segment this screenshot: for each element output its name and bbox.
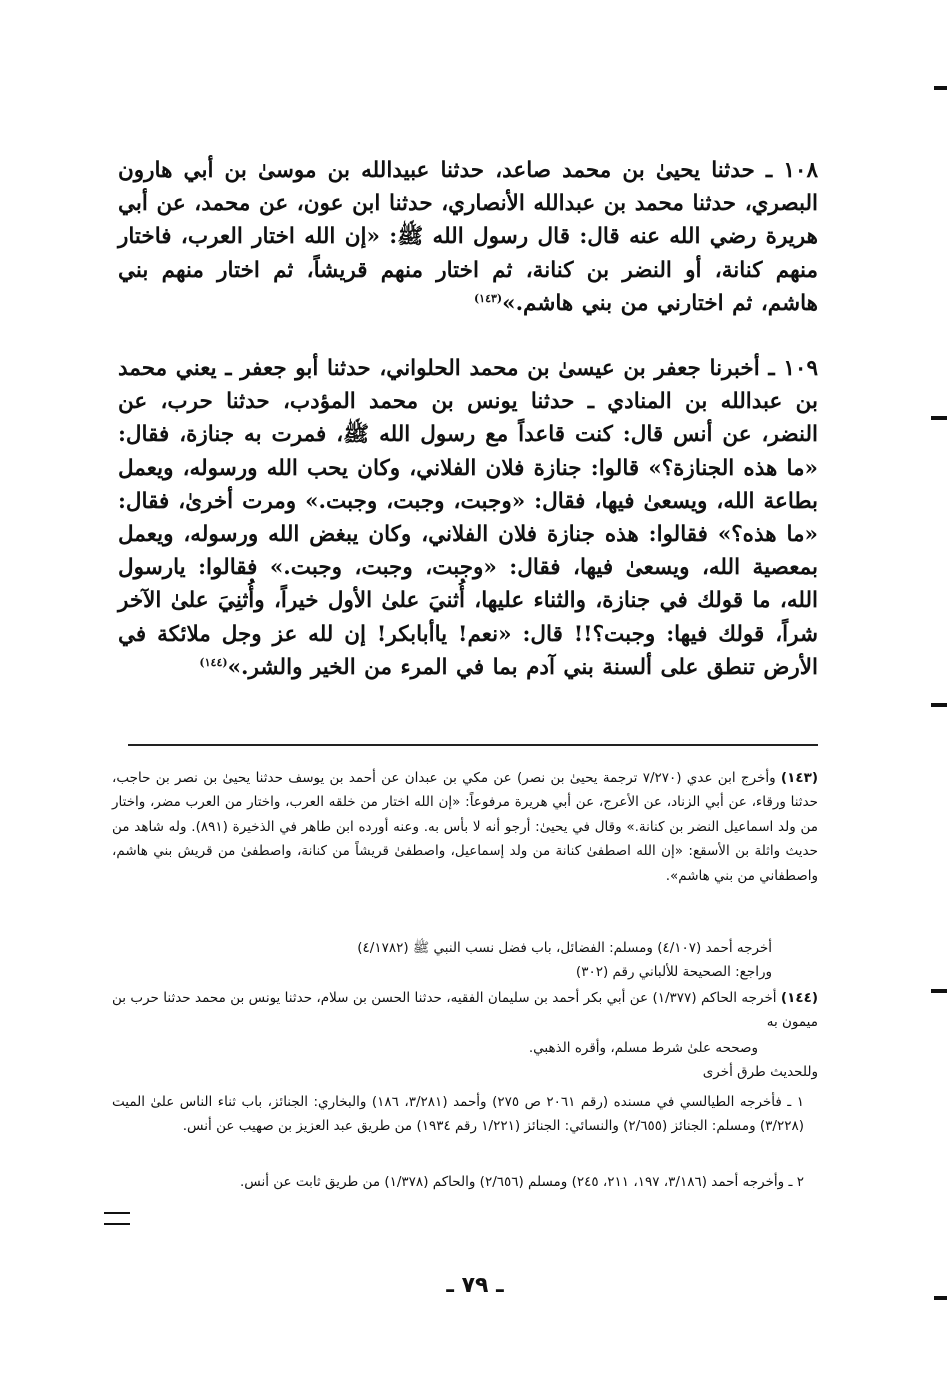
footnote-144-number: (١٤٤) xyxy=(780,990,818,1006)
hadith-108-text: ١٠٨ ـ حدثنا يحيىٰ بن محمد صاعد، حدثنا عبيدالله بن موسىٰ بن أبي هارون البصري، حدثنا محمد بن عبدالله الأنصاري، حدثنا ابن عون، عن محمد، عن أبي هريرة رضي الله عنه قال: قال رسول الله ﷺ: «إن الله اختار العرب، فاختار منهم كنانة، أو النضر بن كنانة، ثم اختار منهم قريشاً، ثم اختار منهم بني هاشم، ثم اختارني من بني هاشم.» xyxy=(118,158,818,316)
double-line-mark xyxy=(104,1212,130,1225)
edge-mark-bottom xyxy=(934,1296,947,1300)
footnote-144-text: أخرجه الحاكم (١/٣٧٧) عن أبي بكر أحمد بن سليمان الفقيه، حدثنا الحسن بن سلام، حدثنا يونس بن محمد حدثنا حرب بن ميمون به xyxy=(112,990,818,1031)
hadith-109 xyxy=(118,352,818,684)
footnote-143 xyxy=(112,766,818,888)
footnote-144-route-1: ١ ـ فأخرجه الطيالسي في مسنده (رقم ٢٠٦١ ص ٢٧٥) وأحمد (٣/٢٨١، ١٨٦) والبخاري: الجنائز، باب ثناء الناس علىٰ الميت (٣/٢٢٨) ومسلم: الجنائز (٢/٦٥٥) والنسائي: الجنائز (١/٢٢١ رقم ١٩٣٤) من طريق عبد العزيز بن صهيب عن أنس. xyxy=(112,1094,805,1135)
footnote-143-text: وأخرج ابن عدي (٧/٢٧٠ ترجمة يحيىٰ بن نصر) عن مكي بن عبدان عن أحمد بن يوسف حدثنا يحيىٰ بن نصر بن حاجب، حدثنا ورقاء، عن أبي الزناد، عن الأعرج، عن أبي هريرة مرفوعاً: «إن الله اختار من خلقه العرب، واختار من العرب مضر، واختار من ولد اسماعيل النضر بن كنانة.» وقال في يحيىٰ: أرجو أنه لا بأس به. وعنه أورده ابن طاهر في الذخيرة (٨٩١). وله شاهد من حديث واثلة بن الأسقع: «إن الله اصطفىٰ كنانة من ولد إسماعيل، واصطفىٰ قريشاً من كنانة، واصطفىٰ من قريش بني هاشم، واصطفاني من بني هاشم». xyxy=(112,770,818,884)
hadith-108 xyxy=(118,154,818,320)
edge-mark-top xyxy=(934,86,947,90)
footnote-143-number: (١٤٣) xyxy=(780,770,818,786)
footnote-144-other-routes: وللحديث طرق أخرى xyxy=(702,1064,818,1080)
footnote-144 xyxy=(112,986,818,1035)
footnote-143-sahiha: وراجع: الصحيحة للألباني رقم (٣٠٢) xyxy=(575,964,772,980)
footnote-143-ahmad: أخرجه أحمد (٤/١٠٧) ومسلم: الفضائل، باب فضل نسب النبي ﷺ (٤/١٧٨٢) xyxy=(357,940,772,956)
hadith-109-footnote-ref: (١٤٤) xyxy=(199,655,228,669)
footnote-144-route-2: ٢ ـ وأخرجه أحمد (٣/١٨٦، ١٩٧، ٢١١، ٢٤٥) ومسلم (٢/٦٥٦) والحاكم (١/٣٧٨) من طريق ثابت عن أنس. xyxy=(239,1174,804,1190)
hadith-109-text: ١٠٩ ـ أخبرنا جعفر بن عيسىٰ بن محمد الحلواني، حدثنا أبو جعفر ـ يعني محمد بن عبدالله بن المنادي ـ حدثنا يونس بن محمد المؤدب، حدثنا حرب، عن النضر، عن أنس قال: كنت قاعداً مع رسول الله ﷺ، فمرت به جنازة، فقال: «ما هذه الجنازة؟» قالوا: جنازة فلان الفلاني، وكان يحب الله ورسوله، ويعمل بطاعة الله، ويسعىٰ فيها، فقال: «وجبت، وجبت، وجبت.» ومرت أخرىٰ، فقال: «ما هذه؟» فقالوا: هذه جنازة فلان الفلاني، وكان يبغض الله ورسوله، ويعمل بمعصية الله، ويسعىٰ فيها، فقال: «وجبت، وجبت، وجبت.» فقالوا: يارسول الله، ما قولك في جنازة، والثناء عليها، أُثنيَ علىٰ الأول خيراً، وأُثنِيَ علىٰ الآخر شراً، قولك فيها: وجبت؟!! قال: «نعم! ياأبابكر! إن لله عز وجل ملائكة في الأرض تنطق على ألسنة بني آدم بما في المرء من الخير والشر.» xyxy=(118,356,818,680)
edge-mark-upper xyxy=(931,416,947,420)
hadith-108-footnote-ref: (١٤٣) xyxy=(473,291,503,305)
page-number: ـ ٧٩ ـ xyxy=(446,1273,504,1298)
edge-mark-lower xyxy=(931,989,947,993)
edge-mark-middle xyxy=(931,703,947,707)
footnote-separator xyxy=(128,744,818,746)
footnote-144-grading: وصححه علىٰ شرط مسلم، وأقره الذهبي. xyxy=(528,1040,758,1056)
